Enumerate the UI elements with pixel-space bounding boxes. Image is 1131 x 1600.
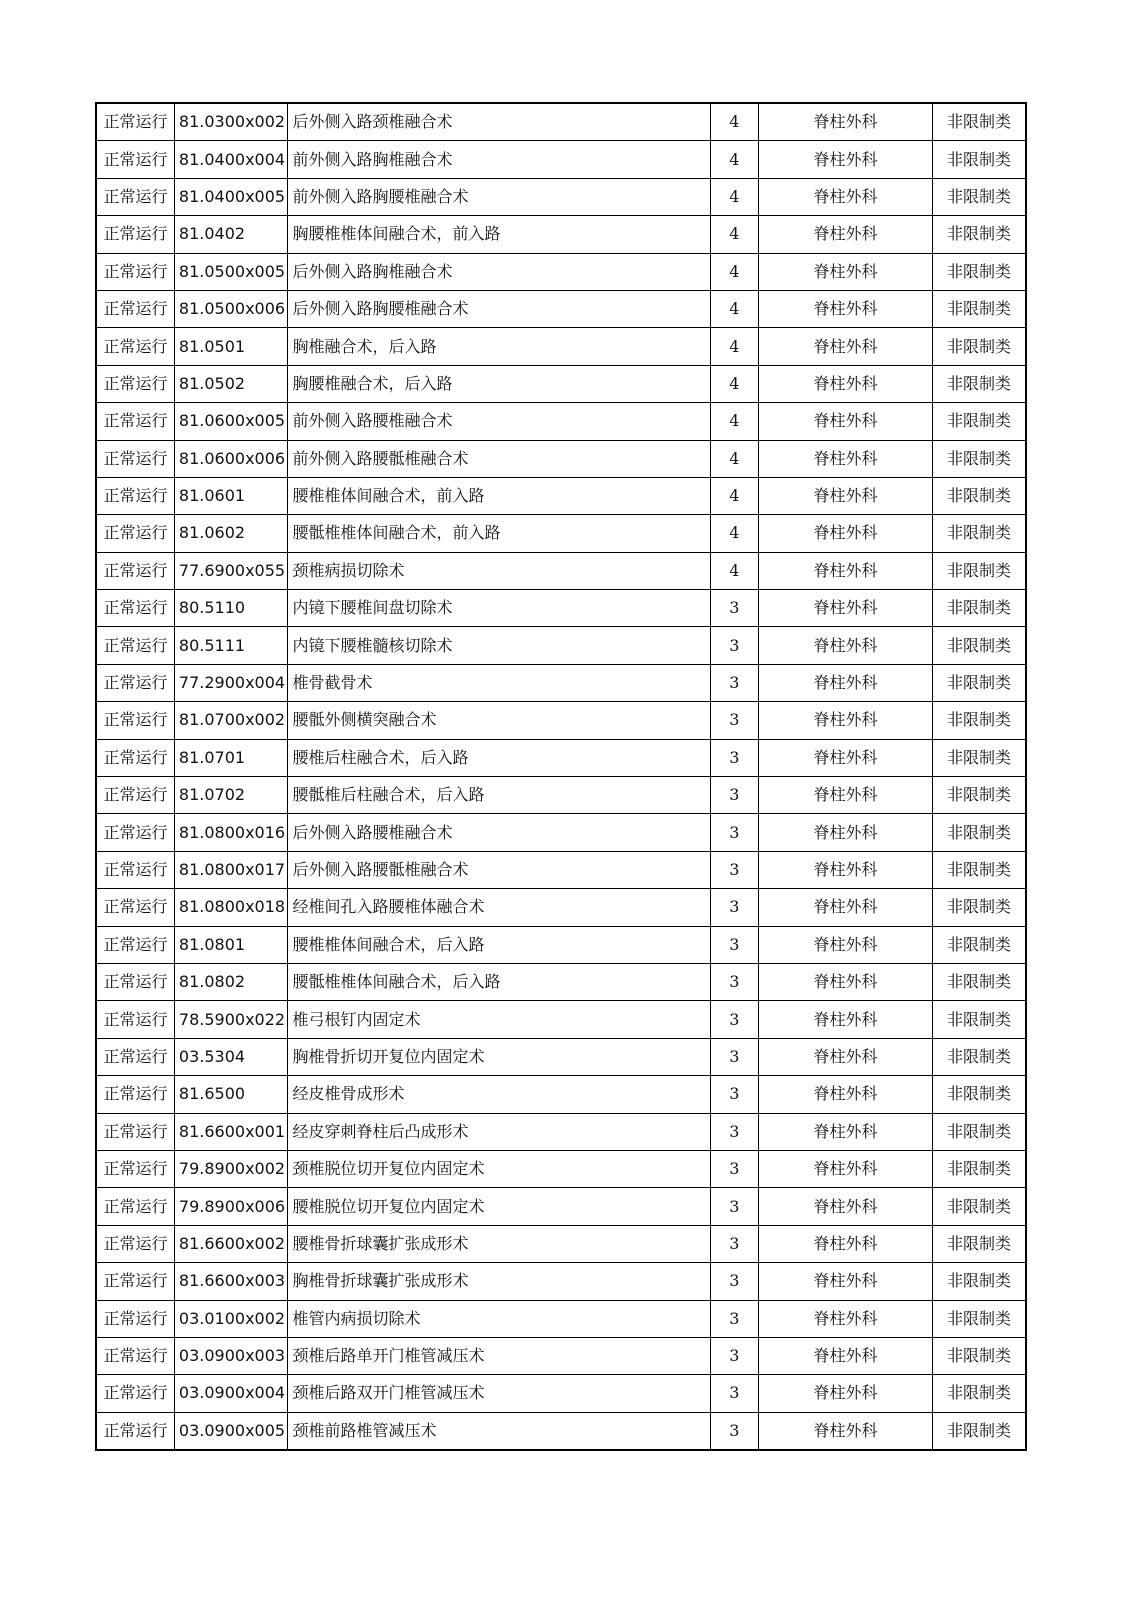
procedure-name-cell: 经皮穿刺脊柱后凸成形术 bbox=[287, 1113, 710, 1150]
procedure-name-cell: 后外侧入路腰椎融合术 bbox=[287, 814, 710, 851]
level-cell: 3 bbox=[710, 926, 758, 963]
department-cell: 脊柱外科 bbox=[759, 1001, 933, 1038]
table-row bbox=[96, 1412, 1026, 1450]
code-cell: 79.8900x002 bbox=[174, 1150, 287, 1187]
status-cell: 正常运行 bbox=[96, 627, 174, 664]
department-cell: 脊柱外科 bbox=[759, 926, 933, 963]
code-cell: 77.2900x004 bbox=[174, 664, 287, 701]
department-cell: 脊柱外科 bbox=[759, 777, 933, 814]
procedure-name-cell: 颈椎前路椎管减压术 bbox=[287, 1412, 710, 1450]
status-cell: 正常运行 bbox=[96, 552, 174, 589]
procedure-name-cell: 前外侧入路腰椎融合术 bbox=[287, 403, 710, 440]
table-row bbox=[96, 739, 1026, 776]
category-cell: 非限制类 bbox=[932, 515, 1026, 552]
status-cell: 正常运行 bbox=[96, 1337, 174, 1374]
department-cell: 脊柱外科 bbox=[759, 963, 933, 1000]
category-cell: 非限制类 bbox=[932, 702, 1026, 739]
category-cell: 非限制类 bbox=[932, 365, 1026, 402]
status-cell: 正常运行 bbox=[96, 926, 174, 963]
department-cell: 脊柱外科 bbox=[759, 627, 933, 664]
table-row bbox=[96, 926, 1026, 963]
procedure-table bbox=[95, 102, 1027, 1451]
procedure-name-cell: 椎弓根钉内固定术 bbox=[287, 1001, 710, 1038]
level-cell: 3 bbox=[710, 1150, 758, 1187]
category-cell: 非限制类 bbox=[932, 739, 1026, 776]
level-cell: 4 bbox=[710, 403, 758, 440]
department-cell: 脊柱外科 bbox=[759, 1113, 933, 1150]
category-cell: 非限制类 bbox=[932, 1188, 1026, 1225]
code-cell: 81.0701 bbox=[174, 739, 287, 776]
level-cell: 3 bbox=[710, 1225, 758, 1262]
department-cell: 脊柱外科 bbox=[759, 590, 933, 627]
procedure-name-cell: 颈椎病损切除术 bbox=[287, 552, 710, 589]
category-cell: 非限制类 bbox=[932, 440, 1026, 477]
status-cell: 正常运行 bbox=[96, 851, 174, 888]
level-cell: 4 bbox=[710, 552, 758, 589]
level-cell: 4 bbox=[710, 477, 758, 514]
table-row bbox=[96, 1150, 1026, 1187]
category-cell: 非限制类 bbox=[932, 1263, 1026, 1300]
status-cell: 正常运行 bbox=[96, 664, 174, 701]
status-cell: 正常运行 bbox=[96, 477, 174, 514]
department-cell: 脊柱外科 bbox=[759, 103, 933, 141]
table-row bbox=[96, 963, 1026, 1000]
procedure-name-cell: 后外侧入路胸椎融合术 bbox=[287, 253, 710, 290]
table-row bbox=[96, 403, 1026, 440]
procedure-name-cell: 胸椎骨折球囊扩张成形术 bbox=[287, 1263, 710, 1300]
category-cell: 非限制类 bbox=[932, 1300, 1026, 1337]
category-cell: 非限制类 bbox=[932, 963, 1026, 1000]
code-cell: 81.0801 bbox=[174, 926, 287, 963]
department-cell: 脊柱外科 bbox=[759, 1337, 933, 1374]
procedure-name-cell: 椎管内病损切除术 bbox=[287, 1300, 710, 1337]
table-row bbox=[96, 1375, 1026, 1412]
code-cell: 81.6600x003 bbox=[174, 1263, 287, 1300]
procedure-name-cell: 胸腰椎椎体间融合术，前入路 bbox=[287, 216, 710, 253]
status-cell: 正常运行 bbox=[96, 253, 174, 290]
status-cell: 正常运行 bbox=[96, 103, 174, 141]
level-cell: 3 bbox=[710, 814, 758, 851]
status-cell: 正常运行 bbox=[96, 1300, 174, 1337]
procedure-name-cell: 椎骨截骨术 bbox=[287, 664, 710, 701]
code-cell: 81.0601 bbox=[174, 477, 287, 514]
category-cell: 非限制类 bbox=[932, 1113, 1026, 1150]
department-cell: 脊柱外科 bbox=[759, 1150, 933, 1187]
code-cell: 81.0800x017 bbox=[174, 851, 287, 888]
status-cell: 正常运行 bbox=[96, 1225, 174, 1262]
department-cell: 脊柱外科 bbox=[759, 216, 933, 253]
code-cell: 81.0400x005 bbox=[174, 178, 287, 215]
status-cell: 正常运行 bbox=[96, 1150, 174, 1187]
status-cell: 正常运行 bbox=[96, 1076, 174, 1113]
table-row bbox=[96, 851, 1026, 888]
level-cell: 3 bbox=[710, 1001, 758, 1038]
status-cell: 正常运行 bbox=[96, 1113, 174, 1150]
table-row bbox=[96, 1263, 1026, 1300]
table-row bbox=[96, 477, 1026, 514]
category-cell: 非限制类 bbox=[932, 1001, 1026, 1038]
category-cell: 非限制类 bbox=[932, 664, 1026, 701]
status-cell: 正常运行 bbox=[96, 515, 174, 552]
department-cell: 脊柱外科 bbox=[759, 814, 933, 851]
level-cell: 4 bbox=[710, 216, 758, 253]
table-row bbox=[96, 664, 1026, 701]
department-cell: 脊柱外科 bbox=[759, 702, 933, 739]
table-row bbox=[96, 889, 1026, 926]
category-cell: 非限制类 bbox=[932, 253, 1026, 290]
department-cell: 脊柱外科 bbox=[759, 552, 933, 589]
procedure-name-cell: 前外侧入路胸椎融合术 bbox=[287, 141, 710, 178]
status-cell: 正常运行 bbox=[96, 814, 174, 851]
code-cell: 81.0500x005 bbox=[174, 253, 287, 290]
table-row bbox=[96, 141, 1026, 178]
code-cell: 77.6900x055 bbox=[174, 552, 287, 589]
procedure-name-cell: 腰骶椎后柱融合术，后入路 bbox=[287, 777, 710, 814]
category-cell: 非限制类 bbox=[932, 1337, 1026, 1374]
code-cell: 81.0300x002 bbox=[174, 103, 287, 141]
code-cell: 79.8900x006 bbox=[174, 1188, 287, 1225]
code-cell: 81.6600x001 bbox=[174, 1113, 287, 1150]
level-cell: 3 bbox=[710, 1113, 758, 1150]
table-row bbox=[96, 1300, 1026, 1337]
procedure-name-cell: 后外侧入路腰骶椎融合术 bbox=[287, 851, 710, 888]
level-cell: 3 bbox=[710, 963, 758, 1000]
level-cell: 3 bbox=[710, 851, 758, 888]
table-row bbox=[96, 328, 1026, 365]
table-row bbox=[96, 1225, 1026, 1262]
level-cell: 3 bbox=[710, 702, 758, 739]
category-cell: 非限制类 bbox=[932, 1150, 1026, 1187]
level-cell: 3 bbox=[710, 1412, 758, 1450]
table-row bbox=[96, 440, 1026, 477]
code-cell: 03.0900x005 bbox=[174, 1412, 287, 1450]
code-cell: 81.0602 bbox=[174, 515, 287, 552]
code-cell: 81.0400x004 bbox=[174, 141, 287, 178]
code-cell: 81.0700x002 bbox=[174, 702, 287, 739]
code-cell: 81.0600x005 bbox=[174, 403, 287, 440]
table-row bbox=[96, 365, 1026, 402]
procedure-name-cell: 前外侧入路腰骶椎融合术 bbox=[287, 440, 710, 477]
category-cell: 非限制类 bbox=[932, 627, 1026, 664]
procedure-name-cell: 经椎间孔入路腰椎体融合术 bbox=[287, 889, 710, 926]
department-cell: 脊柱外科 bbox=[759, 739, 933, 776]
code-cell: 03.0900x003 bbox=[174, 1337, 287, 1374]
department-cell: 脊柱外科 bbox=[759, 1076, 933, 1113]
table-row bbox=[96, 253, 1026, 290]
level-cell: 3 bbox=[710, 664, 758, 701]
level-cell: 3 bbox=[710, 590, 758, 627]
status-cell: 正常运行 bbox=[96, 440, 174, 477]
category-cell: 非限制类 bbox=[932, 1076, 1026, 1113]
status-cell: 正常运行 bbox=[96, 178, 174, 215]
code-cell: 81.0500x006 bbox=[174, 290, 287, 327]
table-row bbox=[96, 777, 1026, 814]
department-cell: 脊柱外科 bbox=[759, 141, 933, 178]
procedure-name-cell: 颈椎后路双开门椎管减压术 bbox=[287, 1375, 710, 1412]
department-cell: 脊柱外科 bbox=[759, 1375, 933, 1412]
procedure-name-cell: 内镜下腰椎髓核切除术 bbox=[287, 627, 710, 664]
code-cell: 81.0702 bbox=[174, 777, 287, 814]
status-cell: 正常运行 bbox=[96, 1375, 174, 1412]
code-cell: 81.0800x018 bbox=[174, 889, 287, 926]
category-cell: 非限制类 bbox=[932, 216, 1026, 253]
procedure-name-cell: 胸腰椎融合术，后入路 bbox=[287, 365, 710, 402]
department-cell: 脊柱外科 bbox=[759, 1412, 933, 1450]
status-cell: 正常运行 bbox=[96, 1188, 174, 1225]
status-cell: 正常运行 bbox=[96, 739, 174, 776]
status-cell: 正常运行 bbox=[96, 1038, 174, 1075]
department-cell: 脊柱外科 bbox=[759, 1263, 933, 1300]
code-cell: 03.0100x002 bbox=[174, 1300, 287, 1337]
category-cell: 非限制类 bbox=[932, 777, 1026, 814]
table-row bbox=[96, 103, 1026, 141]
status-cell: 正常运行 bbox=[96, 216, 174, 253]
category-cell: 非限制类 bbox=[932, 290, 1026, 327]
table-row bbox=[96, 178, 1026, 215]
procedure-name-cell: 后外侧入路胸腰椎融合术 bbox=[287, 290, 710, 327]
table-row bbox=[96, 702, 1026, 739]
level-cell: 3 bbox=[710, 1300, 758, 1337]
status-cell: 正常运行 bbox=[96, 777, 174, 814]
department-cell: 脊柱外科 bbox=[759, 1038, 933, 1075]
department-cell: 脊柱外科 bbox=[759, 889, 933, 926]
level-cell: 4 bbox=[710, 515, 758, 552]
table-row bbox=[96, 1038, 1026, 1075]
procedure-name-cell: 腰椎后柱融合术，后入路 bbox=[287, 739, 710, 776]
table-row bbox=[96, 627, 1026, 664]
level-cell: 4 bbox=[710, 178, 758, 215]
category-cell: 非限制类 bbox=[932, 103, 1026, 141]
level-cell: 3 bbox=[710, 627, 758, 664]
procedure-name-cell: 腰骶外侧横突融合术 bbox=[287, 702, 710, 739]
table-row bbox=[96, 290, 1026, 327]
code-cell: 03.0900x004 bbox=[174, 1375, 287, 1412]
level-cell: 4 bbox=[710, 365, 758, 402]
department-cell: 脊柱外科 bbox=[759, 1300, 933, 1337]
code-cell: 81.0502 bbox=[174, 365, 287, 402]
procedure-table-body bbox=[96, 103, 1026, 1450]
department-cell: 脊柱外科 bbox=[759, 1225, 933, 1262]
department-cell: 脊柱外科 bbox=[759, 328, 933, 365]
status-cell: 正常运行 bbox=[96, 963, 174, 1000]
level-cell: 4 bbox=[710, 328, 758, 365]
table-row bbox=[96, 1076, 1026, 1113]
department-cell: 脊柱外科 bbox=[759, 477, 933, 514]
status-cell: 正常运行 bbox=[96, 290, 174, 327]
category-cell: 非限制类 bbox=[932, 889, 1026, 926]
department-cell: 脊柱外科 bbox=[759, 178, 933, 215]
procedure-name-cell: 胸椎融合术，后入路 bbox=[287, 328, 710, 365]
status-cell: 正常运行 bbox=[96, 702, 174, 739]
category-cell: 非限制类 bbox=[932, 403, 1026, 440]
procedure-name-cell: 颈椎脱位切开复位内固定术 bbox=[287, 1150, 710, 1187]
code-cell: 81.0600x006 bbox=[174, 440, 287, 477]
procedure-name-cell: 腰椎椎体间融合术，前入路 bbox=[287, 477, 710, 514]
status-cell: 正常运行 bbox=[96, 1412, 174, 1450]
level-cell: 4 bbox=[710, 253, 758, 290]
category-cell: 非限制类 bbox=[932, 328, 1026, 365]
code-cell: 80.5111 bbox=[174, 627, 287, 664]
table-row bbox=[96, 515, 1026, 552]
procedure-name-cell: 颈椎后路单开门椎管减压术 bbox=[287, 1337, 710, 1374]
level-cell: 4 bbox=[710, 103, 758, 141]
department-cell: 脊柱外科 bbox=[759, 290, 933, 327]
code-cell: 80.5110 bbox=[174, 590, 287, 627]
category-cell: 非限制类 bbox=[932, 178, 1026, 215]
level-cell: 3 bbox=[710, 739, 758, 776]
level-cell: 3 bbox=[710, 777, 758, 814]
procedure-name-cell: 胸椎骨折切开复位内固定术 bbox=[287, 1038, 710, 1075]
procedure-name-cell: 前外侧入路胸腰椎融合术 bbox=[287, 178, 710, 215]
table-row bbox=[96, 1337, 1026, 1374]
code-cell: 81.0800x016 bbox=[174, 814, 287, 851]
code-cell: 81.6600x002 bbox=[174, 1225, 287, 1262]
procedure-name-cell: 腰椎骨折球囊扩张成形术 bbox=[287, 1225, 710, 1262]
category-cell: 非限制类 bbox=[932, 477, 1026, 514]
procedure-name-cell: 腰骶椎椎体间融合术，后入路 bbox=[287, 963, 710, 1000]
status-cell: 正常运行 bbox=[96, 1001, 174, 1038]
status-cell: 正常运行 bbox=[96, 1263, 174, 1300]
level-cell: 4 bbox=[710, 290, 758, 327]
department-cell: 脊柱外科 bbox=[759, 515, 933, 552]
category-cell: 非限制类 bbox=[932, 1412, 1026, 1450]
table-row bbox=[96, 552, 1026, 589]
category-cell: 非限制类 bbox=[932, 1225, 1026, 1262]
department-cell: 脊柱外科 bbox=[759, 440, 933, 477]
code-cell: 03.5304 bbox=[174, 1038, 287, 1075]
category-cell: 非限制类 bbox=[932, 1375, 1026, 1412]
procedure-name-cell: 腰椎脱位切开复位内固定术 bbox=[287, 1188, 710, 1225]
status-cell: 正常运行 bbox=[96, 141, 174, 178]
department-cell: 脊柱外科 bbox=[759, 253, 933, 290]
level-cell: 4 bbox=[710, 141, 758, 178]
level-cell: 3 bbox=[710, 1337, 758, 1374]
department-cell: 脊柱外科 bbox=[759, 851, 933, 888]
table-row bbox=[96, 1001, 1026, 1038]
category-cell: 非限制类 bbox=[932, 814, 1026, 851]
category-cell: 非限制类 bbox=[932, 141, 1026, 178]
category-cell: 非限制类 bbox=[932, 1038, 1026, 1075]
code-cell: 81.0402 bbox=[174, 216, 287, 253]
procedure-name-cell: 腰椎椎体间融合术，后入路 bbox=[287, 926, 710, 963]
level-cell: 3 bbox=[710, 1038, 758, 1075]
department-cell: 脊柱外科 bbox=[759, 365, 933, 402]
table-row bbox=[96, 216, 1026, 253]
procedure-name-cell: 经皮椎骨成形术 bbox=[287, 1076, 710, 1113]
category-cell: 非限制类 bbox=[932, 926, 1026, 963]
status-cell: 正常运行 bbox=[96, 403, 174, 440]
code-cell: 78.5900x022 bbox=[174, 1001, 287, 1038]
status-cell: 正常运行 bbox=[96, 590, 174, 627]
status-cell: 正常运行 bbox=[96, 889, 174, 926]
level-cell: 3 bbox=[710, 889, 758, 926]
category-cell: 非限制类 bbox=[932, 552, 1026, 589]
procedure-name-cell: 内镜下腰椎间盘切除术 bbox=[287, 590, 710, 627]
level-cell: 3 bbox=[710, 1188, 758, 1225]
department-cell: 脊柱外科 bbox=[759, 664, 933, 701]
code-cell: 81.6500 bbox=[174, 1076, 287, 1113]
status-cell: 正常运行 bbox=[96, 328, 174, 365]
table-row bbox=[96, 814, 1026, 851]
category-cell: 非限制类 bbox=[932, 590, 1026, 627]
table-row bbox=[96, 590, 1026, 627]
table-row bbox=[96, 1188, 1026, 1225]
level-cell: 4 bbox=[710, 440, 758, 477]
department-cell: 脊柱外科 bbox=[759, 403, 933, 440]
table-row bbox=[96, 1113, 1026, 1150]
level-cell: 3 bbox=[710, 1076, 758, 1113]
procedure-name-cell: 腰骶椎椎体间融合术，前入路 bbox=[287, 515, 710, 552]
level-cell: 3 bbox=[710, 1375, 758, 1412]
department-cell: 脊柱外科 bbox=[759, 1188, 933, 1225]
status-cell: 正常运行 bbox=[96, 365, 174, 402]
procedure-name-cell: 后外侧入路颈椎融合术 bbox=[287, 103, 710, 141]
code-cell: 81.0501 bbox=[174, 328, 287, 365]
code-cell: 81.0802 bbox=[174, 963, 287, 1000]
level-cell: 3 bbox=[710, 1263, 758, 1300]
category-cell: 非限制类 bbox=[932, 851, 1026, 888]
